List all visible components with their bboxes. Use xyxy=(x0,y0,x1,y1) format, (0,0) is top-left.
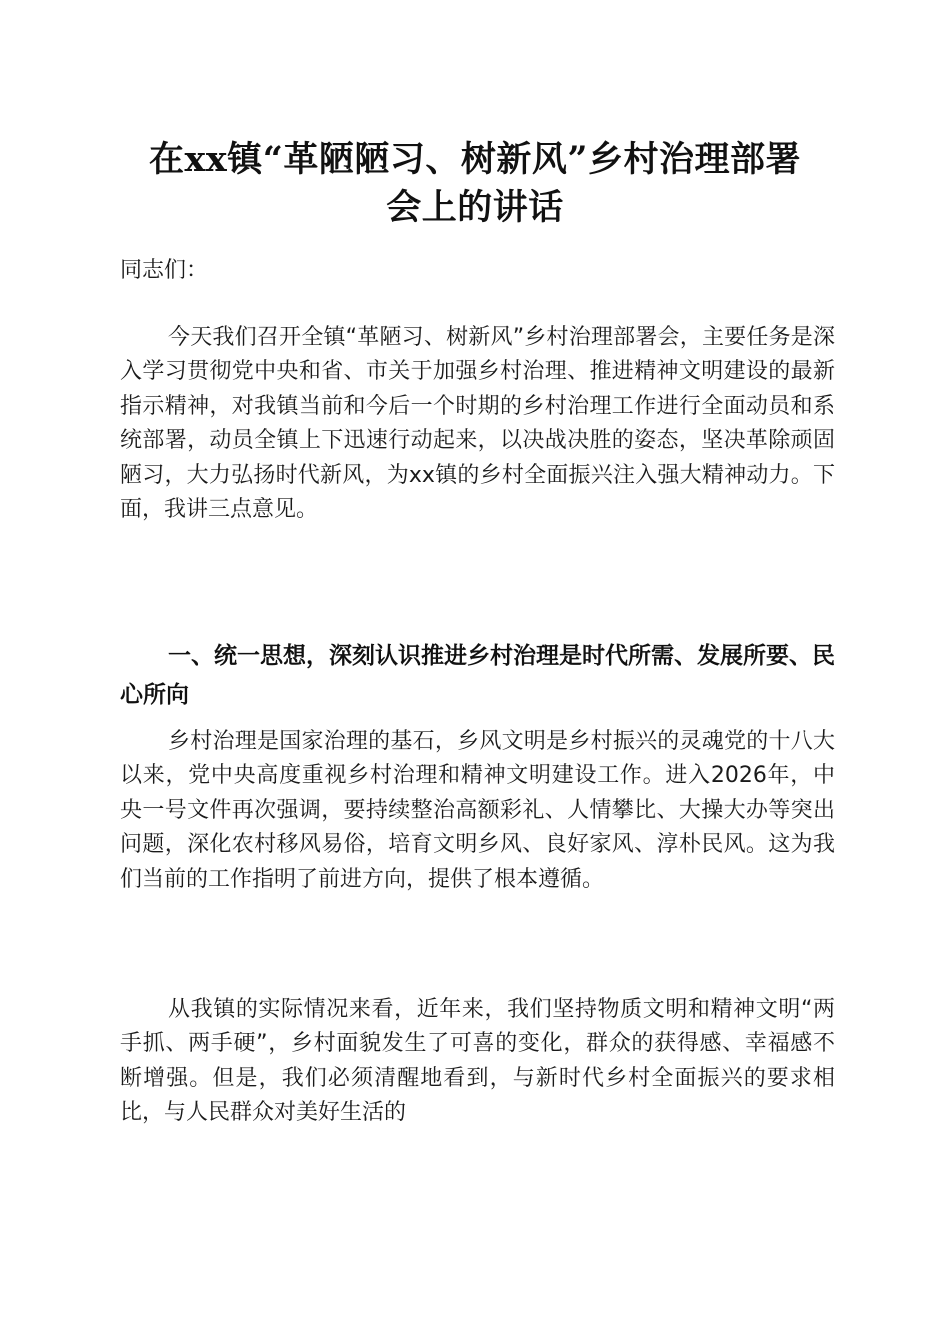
title-line-1: 在xx镇“革陋陋习、树新风”乡村治理部署 xyxy=(149,139,801,180)
section-heading-1: 一、统一思想，深刻认识推进乡村治理是时代所需、发展所要、民心所向 xyxy=(120,643,835,708)
document-title xyxy=(90,136,860,232)
salutation: 同志们： xyxy=(120,258,209,283)
paragraph-section1-a: 乡村治理是国家治理的基石，乡风文明是乡村振兴的灵魂党的十八大以来，党中央高度重视乡村治理和精神文明建设工作。进入2026年，中央一号文件再次强调，要持续整治高额彩礼、人情攀比、大操大办等突出问题，深化农村移风易俗，培育文明乡风、良好家风、淳朴民风。这为我们当前的工作指明了前进方向，提供了根本遵循。 xyxy=(120,729,835,892)
paragraph-intro: 今天我们召开全镇“革陋习、树新风”乡村治理部署会，主要任务是深入学习贯彻党中央和省、市关于加强乡村治理、推进精神文明建设的最新指示精神，对我镇当前和今后一个时期的乡村治理工作进行全面动员和系统部署，动员全镇上下迅速行动起来，以决战决胜的姿态，坚决革除顽固陋习，大力弘扬时代新风，为xx镇的乡村全面振兴注入强大精神动力。下面，我讲三点意见。 xyxy=(120,325,835,523)
title-line-2: 会上的讲话 xyxy=(386,187,564,228)
paragraph-section1-b: 从我镇的实际情况来看，近年来，我们坚持物质文明和精神文明“两手抓、两手硬”，乡村面貌发生了可喜的变化，群众的获得感、幸福感不断增强。但是，我们必须清醒地看到，与新时代乡村全面振兴的要求相比，与人民群众对美好生活的 xyxy=(120,997,835,1126)
